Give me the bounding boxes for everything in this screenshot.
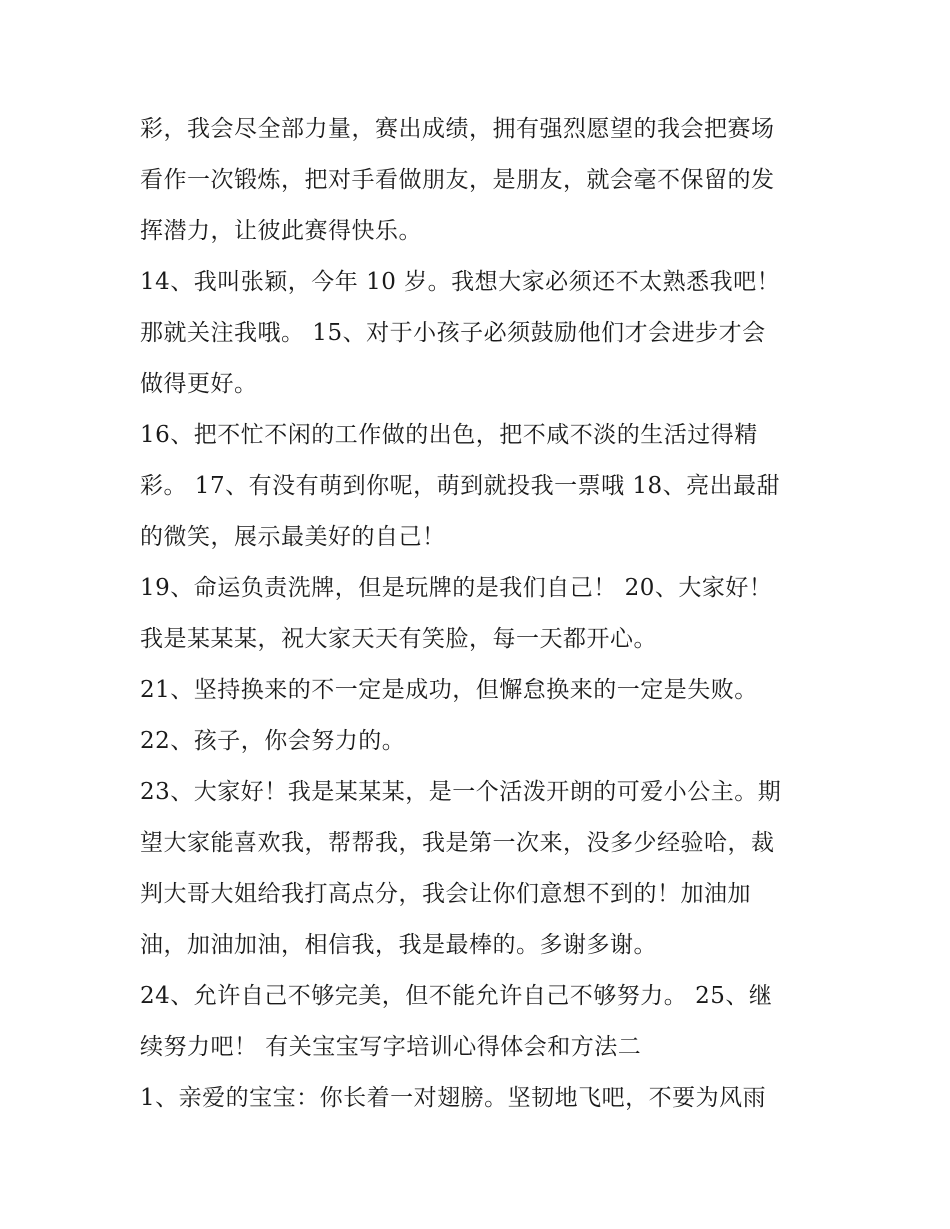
document-body bbox=[140, 104, 820, 1124]
text-line: 我是某某某，祝大家天天有笑脸，每一天都开心。 bbox=[140, 626, 657, 652]
text-line: 彩，我会尽全部力量，赛出成绩，拥有强烈愿望的我会把赛场 bbox=[140, 116, 775, 142]
text-line: 1、亲爱的宝宝：你长着一对翅膀。坚韧地飞吧，不要为风雨 bbox=[140, 1085, 767, 1111]
text-line: 21、坚持换来的不一定是成功，但懈怠换来的一定是失败。 bbox=[140, 677, 758, 703]
text-line: 续努力吧！ 有关宝宝写字培训心得体会和方法二 bbox=[140, 1034, 642, 1060]
text-line: 彩。 17、有没有萌到你呢，萌到就投我一票哦 18、亮出最甜 bbox=[140, 473, 781, 499]
text-line: 那就关注我哦。 15、对于小孩子必须鼓励他们才会进步才会 bbox=[140, 320, 766, 346]
text-line: 23、大家好！我是某某某，是一个活泼开朗的可爱小公主。期 bbox=[140, 779, 782, 805]
text-line: 16、把不忙不闲的工作做的出色，把不咸不淡的生活过得精 bbox=[140, 422, 758, 448]
text-line: 24、允许自己不够完美，但不能允许自己不够努力。 25、继 bbox=[140, 983, 773, 1009]
text-line: 看作一次锻炼，把对手看做朋友，是朋友，就会毫不保留的发 bbox=[140, 167, 775, 193]
text-line: 望大家能喜欢我，帮帮我，我是第一次来，没多少经验哈，裁 bbox=[140, 830, 775, 856]
text-line: 19、命运负责洗牌，但是玩牌的是我们自己！ 20、大家好！ bbox=[140, 575, 773, 601]
text-line: 判大哥大姐给我打高点分，我会让你们意想不到的！加油加 bbox=[140, 881, 751, 907]
text-line: 挥潜力，让彼此赛得快乐。 bbox=[140, 218, 422, 244]
text-line: 做得更好。 bbox=[140, 371, 258, 397]
text-line: 油，加油加油，相信我，我是最棒的。多谢多谢。 bbox=[140, 932, 657, 958]
text-line: 的微笑，展示最美好的自己！ bbox=[140, 524, 446, 550]
text-line: 22、孩子，你会努力的。 bbox=[140, 728, 406, 754]
text-line: 14、我叫张颖，今年 10 岁。我想大家必须还不太熟悉我吧！ bbox=[140, 269, 781, 295]
